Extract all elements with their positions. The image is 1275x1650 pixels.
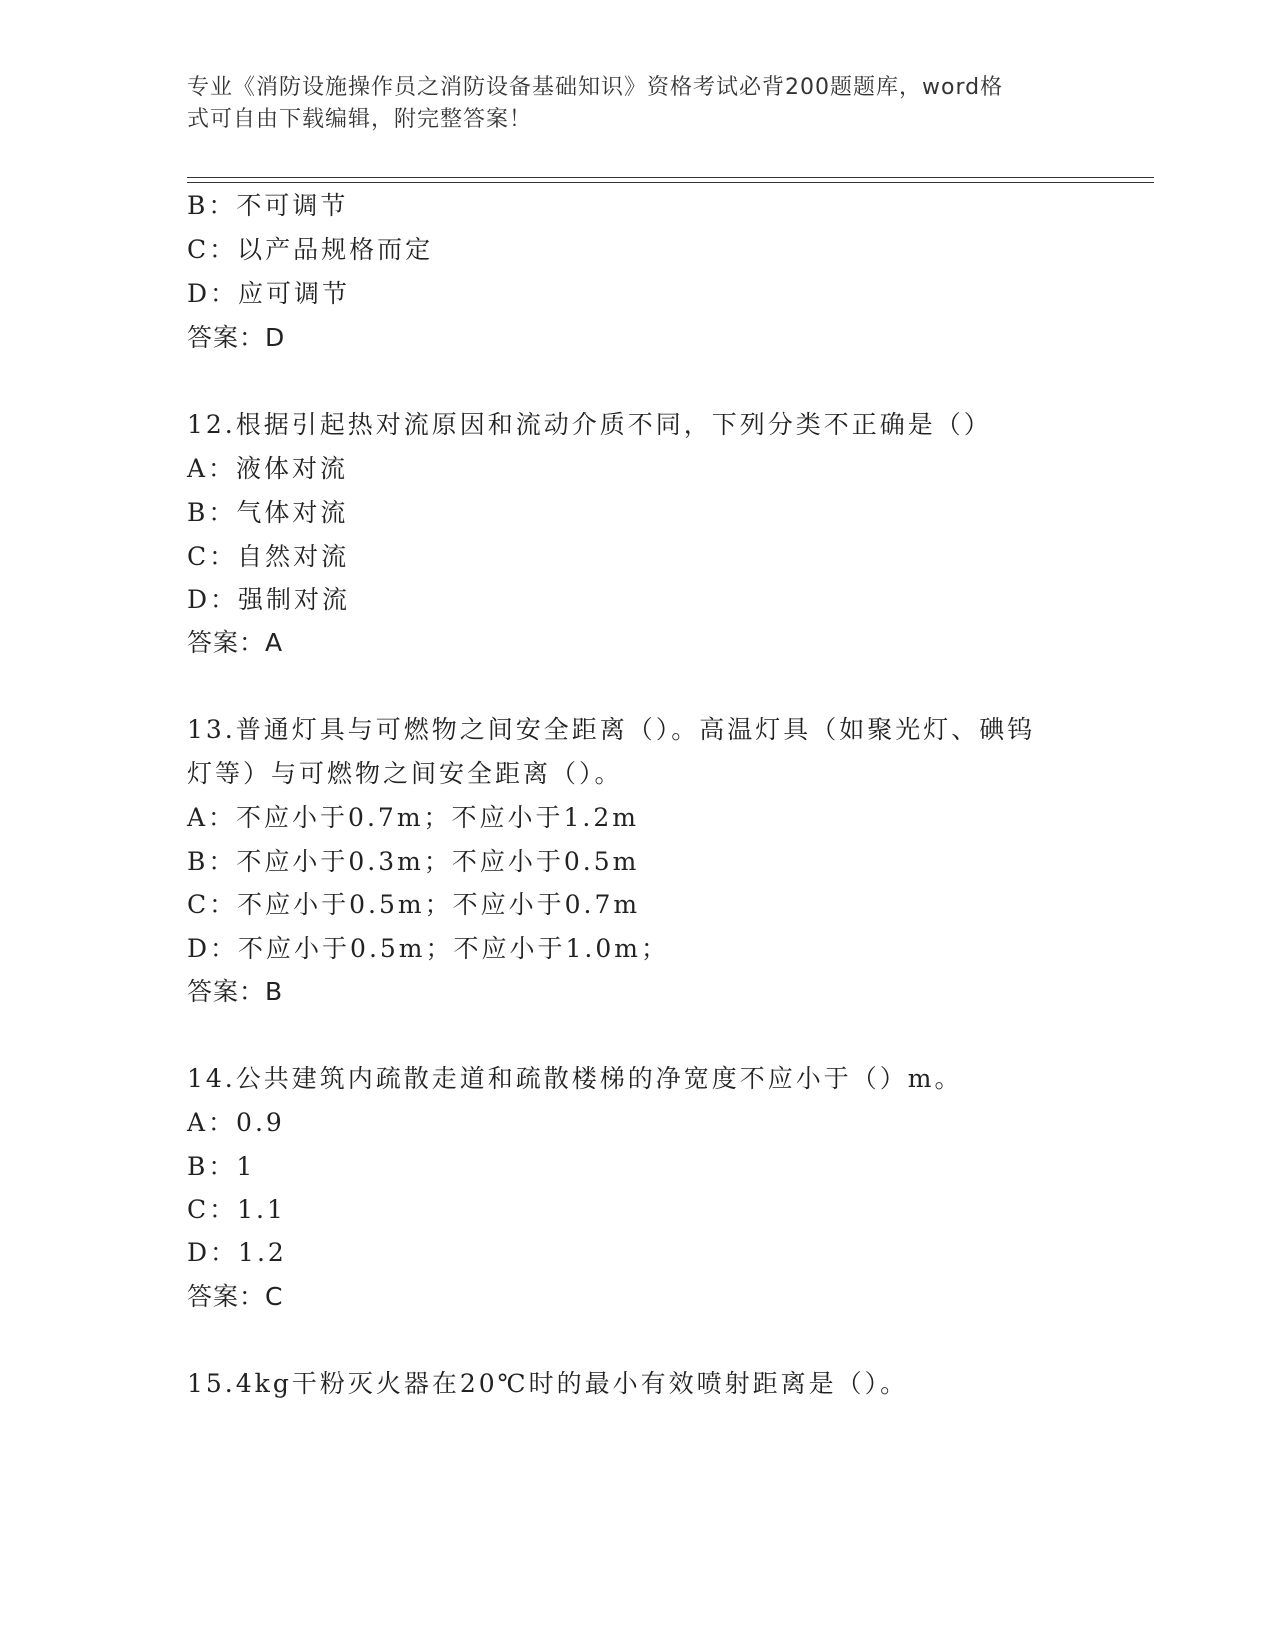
q14-answer: 答案：C xyxy=(187,1282,284,1311)
q12-answer: 答案：A xyxy=(187,628,284,657)
q12-option-b: B：气体对流 xyxy=(187,498,349,527)
q12-option-c: C：自然对流 xyxy=(187,542,350,571)
q13-answer: 答案：B xyxy=(187,977,284,1006)
q13-option-d: D：不应小于0.5m；不应小于1.0m； xyxy=(187,934,669,963)
q12-option-d: D：强制对流 xyxy=(187,585,351,614)
q11-option-b: B：不可调节 xyxy=(187,191,349,220)
q13-question-line-1: 13.普通灯具与可燃物之间安全距离（）。高温灯具（如聚光灯、碘钨 xyxy=(187,715,1036,744)
q13-question-line-2: 灯等）与可燃物之间安全距离（）。 xyxy=(187,759,623,788)
q14-question: 14.公共建筑内疏散走道和疏散楼梯的净宽度不应小于（）m。 xyxy=(187,1064,963,1093)
q11-option-c: C：以产品规格而定 xyxy=(187,235,434,264)
header-divider-bottom xyxy=(187,182,1154,183)
q13-option-c: C：不应小于0.5m；不应小于0.7m xyxy=(187,890,641,919)
header-line-1: 专业《消防设施操作员之消防设备基础知识》资格考试必背200题题库，word格 xyxy=(187,75,1004,100)
q12-question: 12.根据引起热对流原因和流动介质不同，下列分类不正确是（） xyxy=(187,410,992,439)
header-line-2: 式可自由下载编辑，附完整答案！ xyxy=(187,107,533,132)
q11-answer: 答案：D xyxy=(187,323,286,352)
document-header xyxy=(187,72,1087,136)
q13-option-b: B：不应小于0.3m；不应小于0.5m xyxy=(187,847,640,876)
q14-option-d: D：1.2 xyxy=(187,1238,287,1267)
q14-option-a: A：0.9 xyxy=(187,1108,285,1137)
q15-question: 15.4kg干粉灭火器在20℃时的最小有效喷射距离是（）。 xyxy=(187,1369,909,1398)
q13-option-a: A：不应小于0.7m；不应小于1.2m xyxy=(187,803,639,832)
header-divider-top xyxy=(187,177,1154,178)
q14-option-b: B：1 xyxy=(187,1152,256,1181)
q12-option-a: A：液体对流 xyxy=(187,454,349,483)
q14-option-c: C：1.1 xyxy=(187,1195,286,1224)
q11-option-d: D：应可调节 xyxy=(187,279,351,308)
